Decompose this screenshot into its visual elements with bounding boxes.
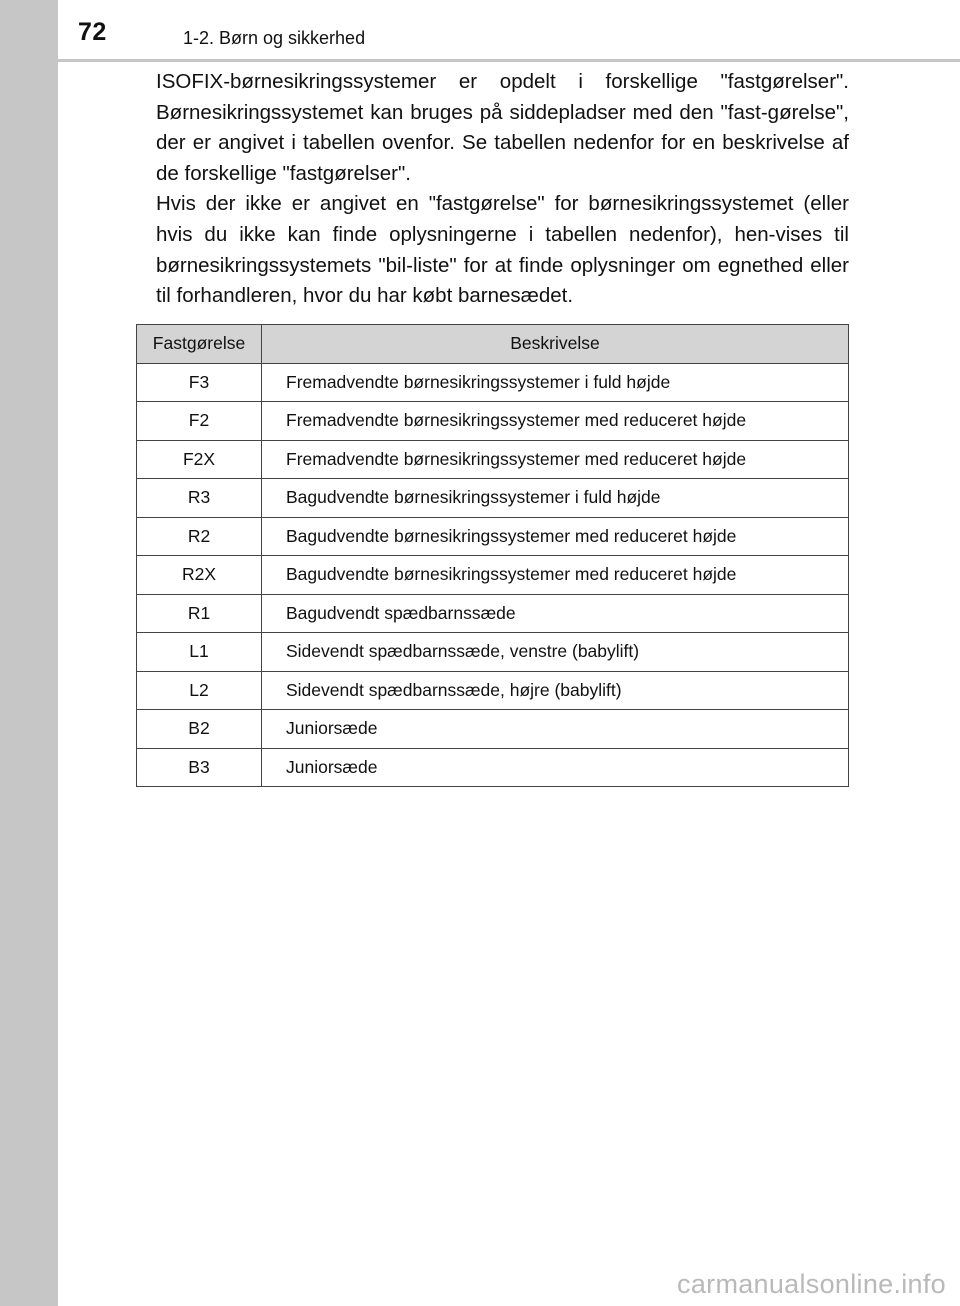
table-row [137, 594, 849, 633]
table-row [137, 671, 849, 710]
fixture-description: Fremadvendte børnesikringssystemer i fuld højde [262, 363, 849, 402]
table-row [137, 748, 849, 787]
fixture-description: Bagudvendte børnesikringssystemer med reduceret højde [262, 517, 849, 556]
fixture-code: L2 [137, 671, 262, 710]
column-header-fastgorelse: Fastgørelse [137, 325, 262, 364]
fixture-code: R2X [137, 556, 262, 595]
header-rule [58, 59, 960, 62]
paragraph: Hvis der ikke er angivet en "fastgørelse" for børnesikringssystemet (eller hvis du ikke kan finde oplysningerne i tabellen nedenfor), hen-vises til børnesikringssystemets "bil-liste" for at finde oplysninger om egnethed eller til forhandleren, hvor du har købt barnesædet. [156, 192, 849, 308]
fixture-code: R1 [137, 594, 262, 633]
fixture-description: Fremadvendte børnesikringssystemer med reduceret højde [262, 440, 849, 479]
body-text [156, 67, 849, 312]
table-header-row [137, 325, 849, 364]
fixture-code: B3 [137, 748, 262, 787]
watermark: carmanualsonline.info [677, 1269, 946, 1299]
column-header-beskrivelse: Beskrivelse [262, 325, 849, 364]
side-bar [0, 0, 58, 1306]
fixture-table [136, 324, 849, 787]
fixture-description: Juniorsæde [262, 710, 849, 749]
table-row [137, 633, 849, 672]
table-row [137, 517, 849, 556]
table-row [137, 363, 849, 402]
fixture-code: R2 [137, 517, 262, 556]
table-row [137, 479, 849, 518]
fixture-code: B2 [137, 710, 262, 749]
fixture-code: F2X [137, 440, 262, 479]
table-row [137, 440, 849, 479]
fixture-code: R3 [137, 479, 262, 518]
fixture-description: Bagudvendte børnesikringssystemer med reduceret højde [262, 556, 849, 595]
fixture-description: Fremadvendte børnesikringssystemer med reduceret højde [262, 402, 849, 441]
paragraph: ISOFIX-børnesikringssystemer er opdelt i forskellige "fastgørelser". Børnesikringssystemet kan bruges på siddepladser med den "fast-gørelse", der er angivet i tabellen ovenfor. Se tabellen nedenfor for en beskrivelse af de forskellige "fastgørelser". [156, 70, 849, 185]
fixture-code: F2 [137, 402, 262, 441]
table-row [137, 556, 849, 595]
section-title: 1-2. Børn og sikkerhed [183, 28, 366, 48]
fixture-description: Sidevendt spædbarnssæde, venstre (babylift) [262, 633, 849, 672]
table-row [137, 402, 849, 441]
fixture-description: Bagudvendt spædbarnssæde [262, 594, 849, 633]
fixture-description: Juniorsæde [262, 748, 849, 787]
fixture-code: F3 [137, 363, 262, 402]
page-number: 72 [78, 18, 107, 46]
fixture-description: Sidevendt spædbarnssæde, højre (babylift) [262, 671, 849, 710]
table-row [137, 710, 849, 749]
fixture-description: Bagudvendte børnesikringssystemer i fuld højde [262, 479, 849, 518]
fixture-code: L1 [137, 633, 262, 672]
